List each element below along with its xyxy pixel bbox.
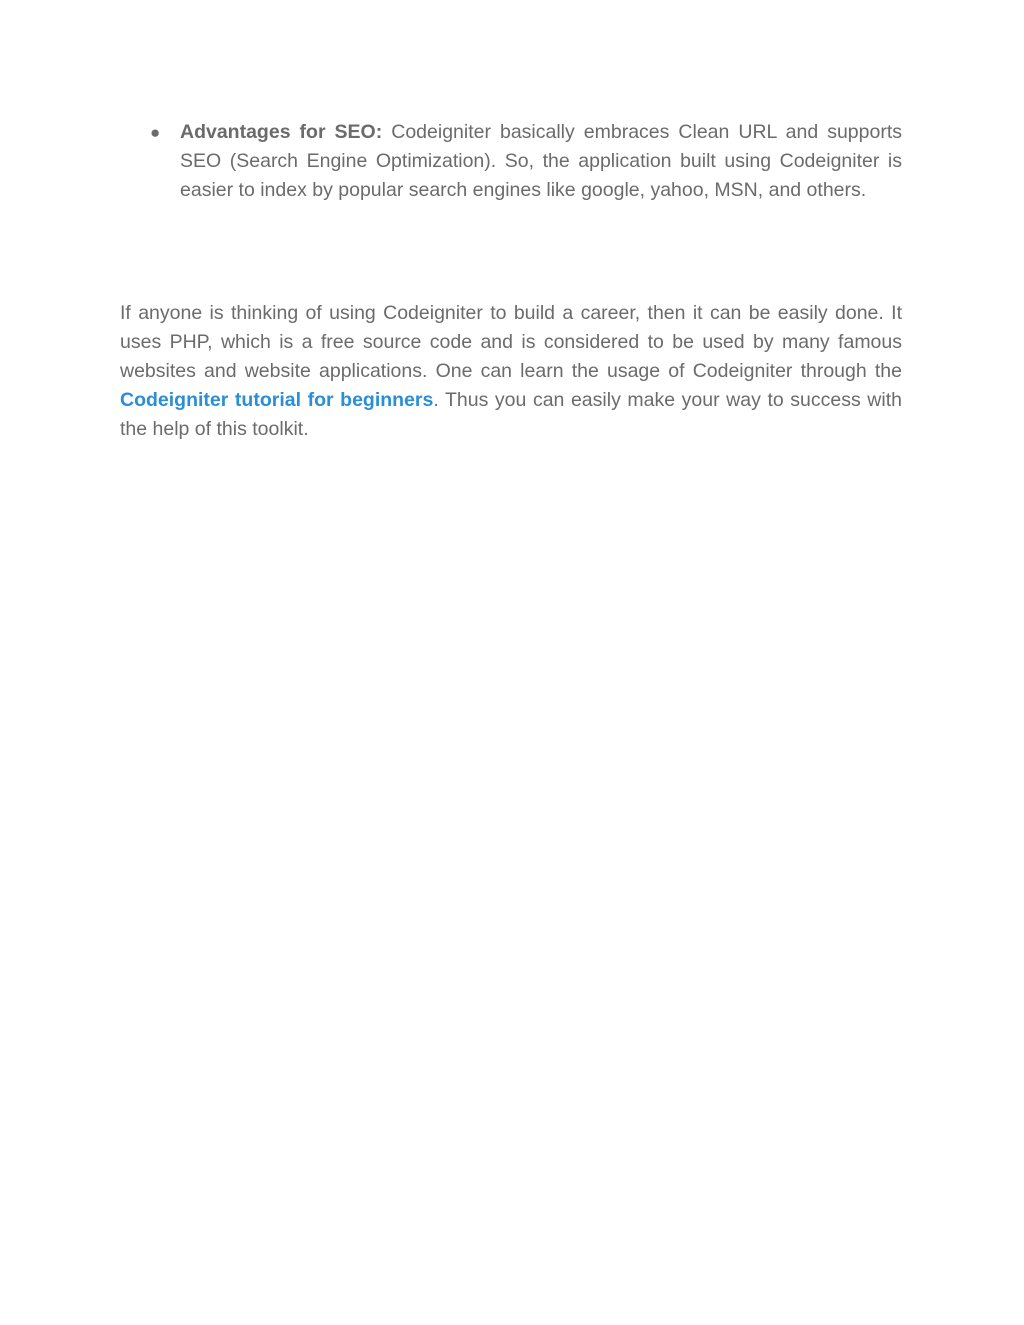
- bullet-lead-text: Advantages for SEO:: [180, 121, 383, 143]
- paragraph-text-before-link: If anyone is thinking of using Codeigniter to build a career, then it can be easily done. It uses PHP, which is a free source code and is considered to be used by many famous websites and website applications. One can learn the usage of Codeigniter through the: [120, 302, 902, 382]
- codeigniter-tutorial-link[interactable]: Codeigniter tutorial for beginners: [120, 389, 434, 411]
- body-paragraph: [120, 299, 902, 444]
- paragraph-text-after-link: . Thus you can easily make your way to success with the help of this toolkit.: [120, 389, 902, 440]
- bullet-body-text: Codeigniter basically embraces Clean URL and supports SEO (Search Engine Optimization). So, the application built using Codeigniter is easier to index by popular search engines like google, yahoo, MSN, and others.: [180, 121, 902, 201]
- bullet-list: [150, 118, 902, 205]
- bullet-marker: ●: [150, 123, 161, 142]
- list-item: [150, 118, 902, 205]
